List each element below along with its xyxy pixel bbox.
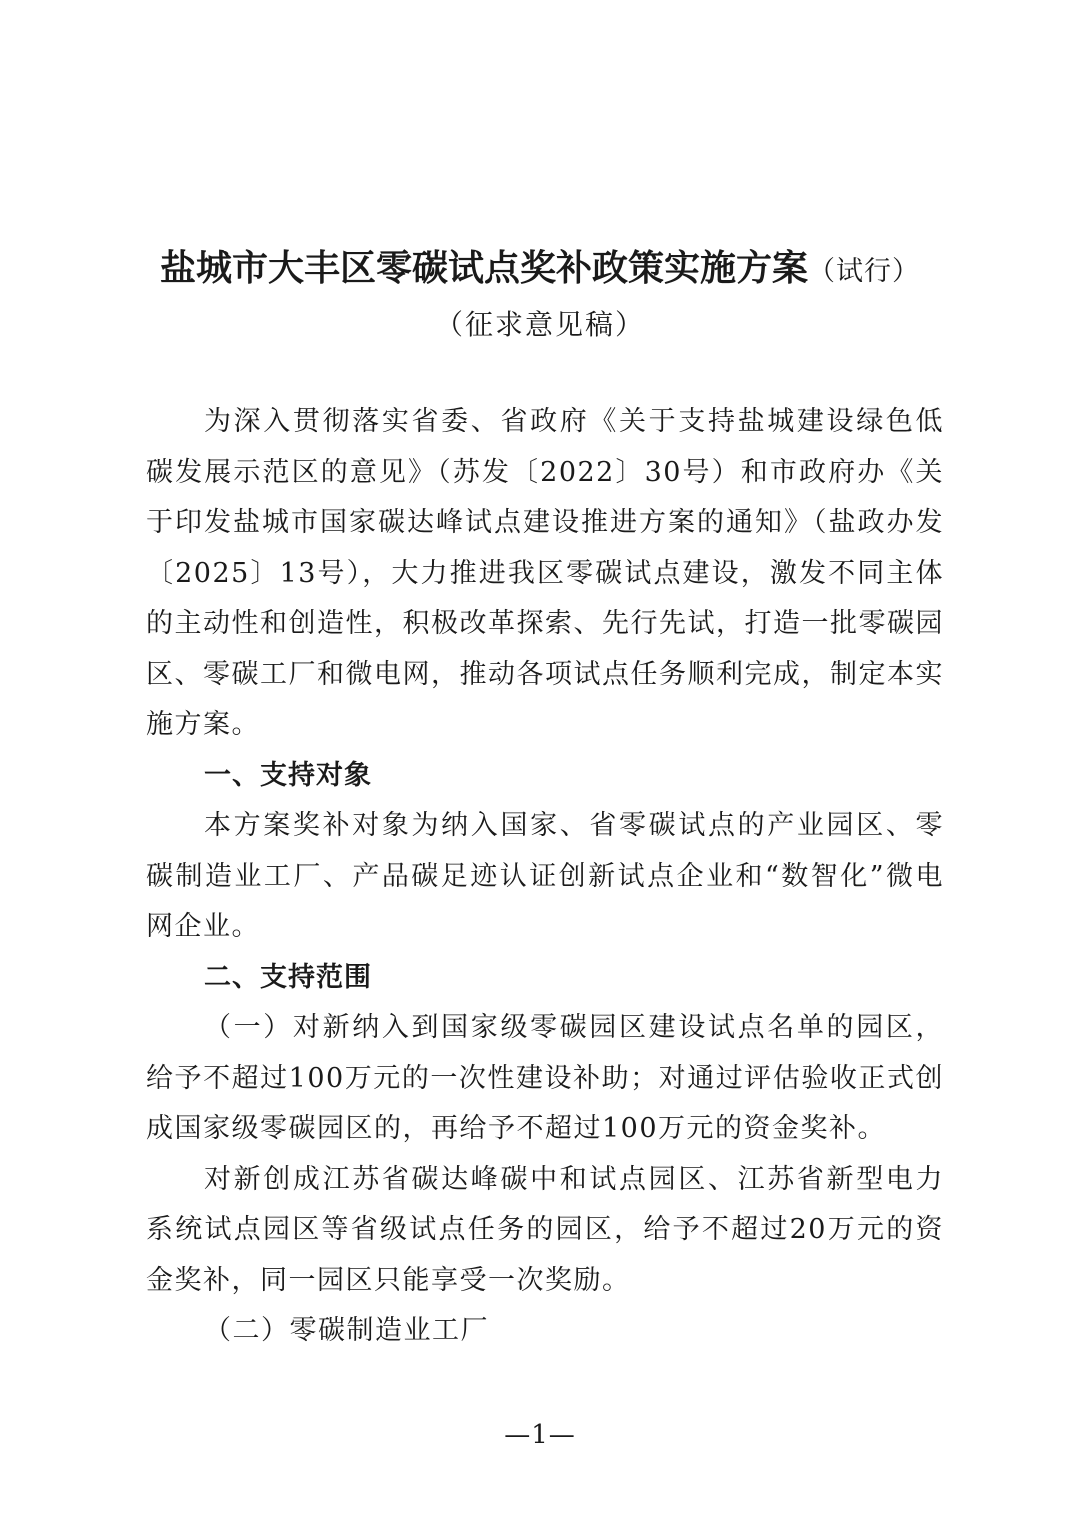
title-block bbox=[0, 242, 1080, 350]
document-body bbox=[146, 397, 944, 1357]
scope-paragraph-1: （一）对新纳入到国家级零碳园区建设试点名单的园区，给予不超过100万元的一次性建设补助；对通过评估验收正式创成国家级零碳园区的，再给予不超过100万元的资金奖补。 bbox=[146, 1012, 944, 1144]
section-heading-support-targets: 一、支持对象 bbox=[204, 759, 372, 791]
document-title bbox=[0, 242, 1080, 298]
title-suffix: （试行） bbox=[808, 256, 920, 287]
document-subtitle: （征求意见稿） bbox=[434, 308, 645, 341]
support-targets-paragraph: 本方案奖补对象为纳入国家、省零碳试点的产业园区、零碳制造业工厂、产品碳足迹认证创新试点企业和“数智化”微电网企业。 bbox=[146, 810, 944, 942]
page-number: —1— bbox=[504, 1420, 576, 1450]
scope-paragraph-2: 对新创成江苏省碳达峰碳中和试点园区、江苏省新型电力系统试点园区等省级试点任务的园区，给予不超过20万元的资金奖补，同一园区只能享受一次奖励。 bbox=[146, 1163, 944, 1296]
intro-paragraph: 为深入贯彻落实省委、省政府《关于支持盐城建设绿色低碳发展示范区的意见》（苏发〔2022〕30号）和市政府办《关于印发盐城市国家碳达峰试点建设推进方案的通知》（盐政办发〔2025〕13号），大力推进我区零碳试点建设，激发不同主体的主动性和创造性，积极改革探索、先行先试，打造一批零碳园区、零碳工厂和微电网，推动各项试点任务顺利完成，制定本实施方案。 bbox=[146, 406, 944, 740]
scope-subheading-2: （二）零碳制造业工厂 bbox=[204, 1315, 489, 1346]
title-main: 盐城市大丰区零碳试点奖补政策实施方案 bbox=[159, 247, 808, 289]
section-heading-support-scope: 二、支持范围 bbox=[204, 961, 372, 993]
